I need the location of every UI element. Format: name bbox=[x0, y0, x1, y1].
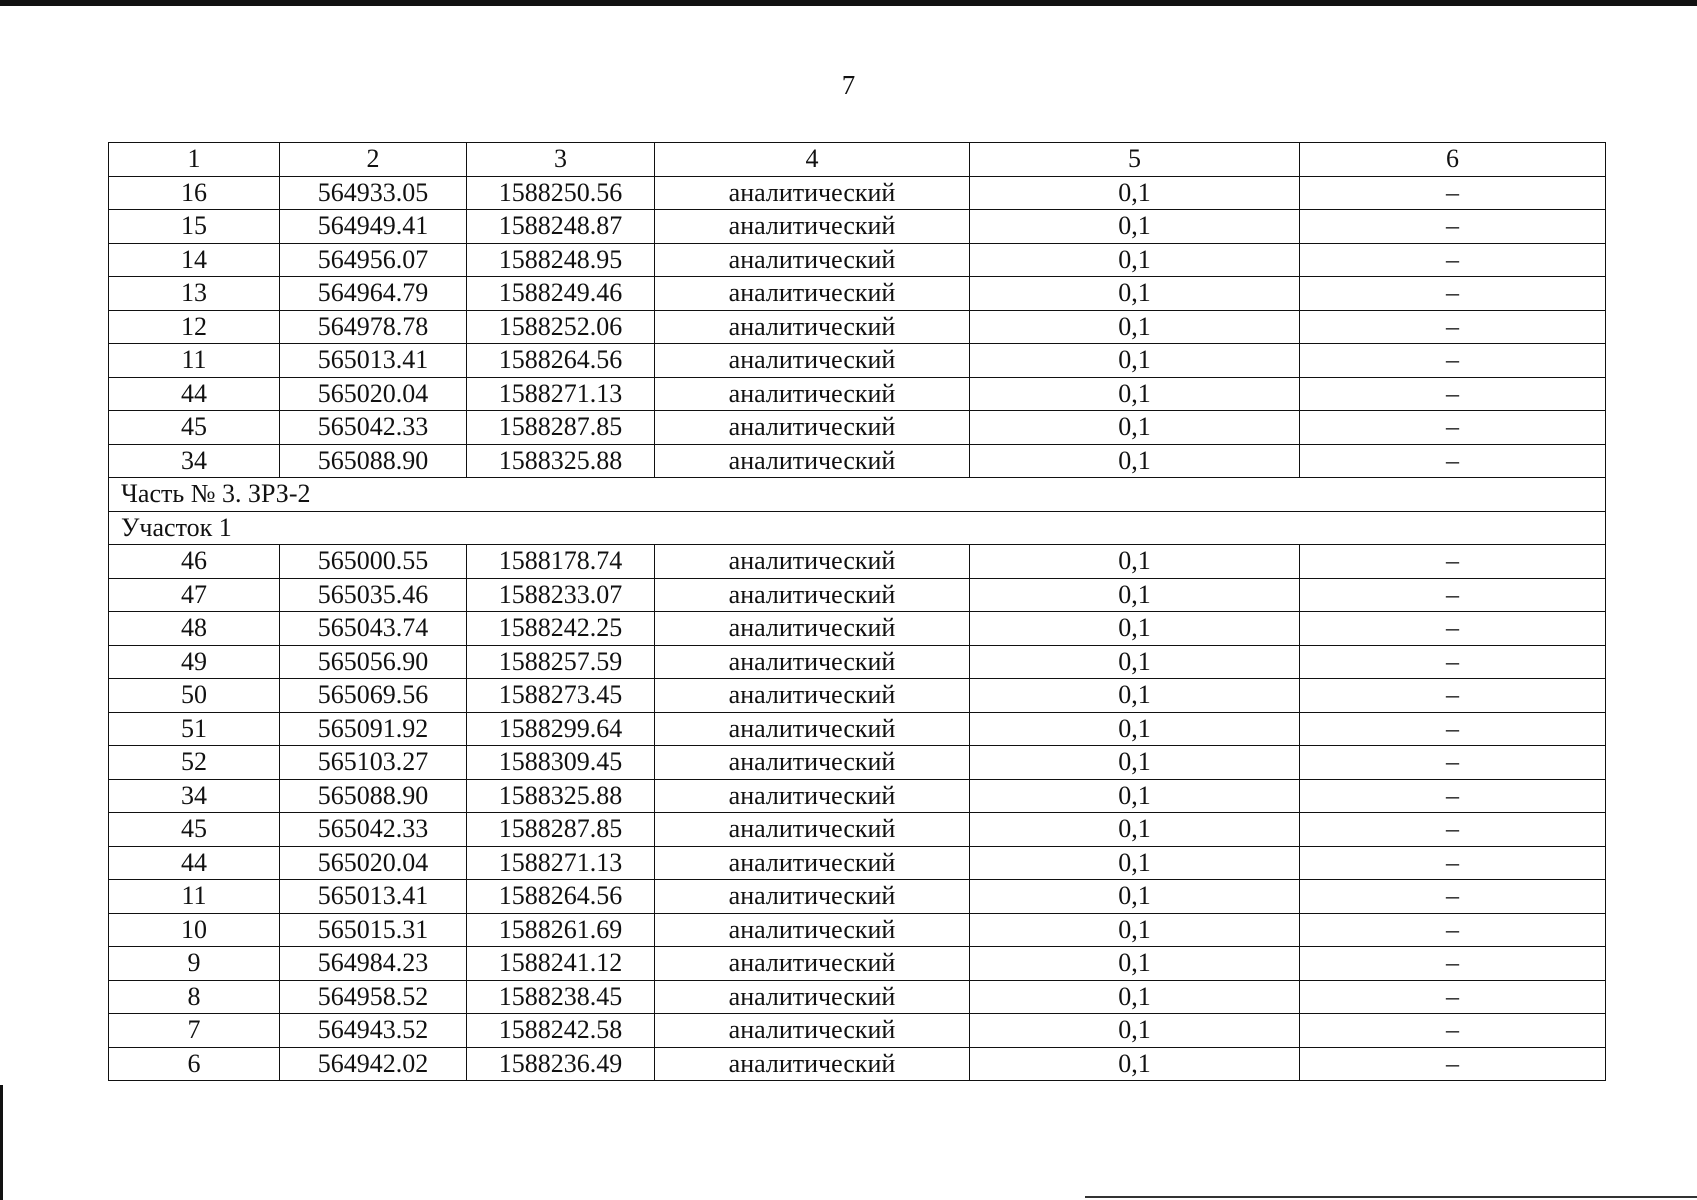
x-coordinate-cell: 565015.31 bbox=[280, 913, 467, 947]
x-coordinate-cell: 564958.52 bbox=[280, 980, 467, 1014]
note-cell: – bbox=[1300, 746, 1606, 780]
x-coordinate-cell: 564978.78 bbox=[280, 310, 467, 344]
note-cell: – bbox=[1300, 444, 1606, 478]
header-cell: 1 bbox=[109, 143, 280, 177]
point-number-cell: 47 bbox=[109, 578, 280, 612]
x-coordinate-cell: 565056.90 bbox=[280, 645, 467, 679]
y-coordinate-cell: 1588178.74 bbox=[467, 545, 655, 579]
method-cell: аналитический bbox=[655, 411, 970, 445]
point-number-cell: 7 bbox=[109, 1014, 280, 1048]
y-coordinate-cell: 1588273.45 bbox=[467, 679, 655, 713]
y-coordinate-cell: 1588325.88 bbox=[467, 779, 655, 813]
table-row bbox=[109, 679, 1606, 713]
method-cell: аналитический bbox=[655, 779, 970, 813]
point-number-cell: 46 bbox=[109, 545, 280, 579]
x-coordinate-cell: 564933.05 bbox=[280, 176, 467, 210]
y-coordinate-cell: 1588242.25 bbox=[467, 612, 655, 646]
method-cell: аналитический bbox=[655, 344, 970, 378]
x-coordinate-cell: 565000.55 bbox=[280, 545, 467, 579]
table-row bbox=[109, 310, 1606, 344]
note-cell: – bbox=[1300, 344, 1606, 378]
method-cell: аналитический bbox=[655, 880, 970, 914]
table-row bbox=[109, 1014, 1606, 1048]
left-edge-mark bbox=[0, 1085, 3, 1200]
accuracy-cell: 0,1 bbox=[970, 243, 1300, 277]
section-title-row bbox=[109, 478, 1606, 512]
accuracy-cell: 0,1 bbox=[970, 947, 1300, 981]
point-number-cell: 45 bbox=[109, 411, 280, 445]
point-number-cell: 12 bbox=[109, 310, 280, 344]
note-cell: – bbox=[1300, 1047, 1606, 1081]
table-row bbox=[109, 578, 1606, 612]
y-coordinate-cell: 1588287.85 bbox=[467, 411, 655, 445]
method-cell: аналитический bbox=[655, 277, 970, 311]
x-coordinate-cell: 564964.79 bbox=[280, 277, 467, 311]
x-coordinate-cell: 564956.07 bbox=[280, 243, 467, 277]
table-body bbox=[109, 143, 1606, 1081]
method-cell: аналитический bbox=[655, 377, 970, 411]
header-cell: 5 bbox=[970, 143, 1300, 177]
point-number-cell: 50 bbox=[109, 679, 280, 713]
method-cell: аналитический bbox=[655, 1014, 970, 1048]
note-cell: – bbox=[1300, 712, 1606, 746]
y-coordinate-cell: 1588252.06 bbox=[467, 310, 655, 344]
accuracy-cell: 0,1 bbox=[970, 411, 1300, 445]
x-coordinate-cell: 564942.02 bbox=[280, 1047, 467, 1081]
accuracy-cell: 0,1 bbox=[970, 377, 1300, 411]
subsection-title-row bbox=[109, 511, 1606, 545]
bottom-edge-mark bbox=[1085, 1196, 1697, 1198]
point-number-cell: 11 bbox=[109, 880, 280, 914]
note-cell: – bbox=[1300, 645, 1606, 679]
x-coordinate-cell: 565020.04 bbox=[280, 377, 467, 411]
point-number-cell: 10 bbox=[109, 913, 280, 947]
method-cell: аналитический bbox=[655, 545, 970, 579]
accuracy-cell: 0,1 bbox=[970, 880, 1300, 914]
point-number-cell: 8 bbox=[109, 980, 280, 1014]
page-number: 7 bbox=[841, 70, 856, 100]
point-number-cell: 34 bbox=[109, 779, 280, 813]
table-row bbox=[109, 277, 1606, 311]
y-coordinate-cell: 1588264.56 bbox=[467, 880, 655, 914]
y-coordinate-cell: 1588299.64 bbox=[467, 712, 655, 746]
method-cell: аналитический bbox=[655, 746, 970, 780]
accuracy-cell: 0,1 bbox=[970, 344, 1300, 378]
point-number-cell: 44 bbox=[109, 846, 280, 880]
method-cell: аналитический bbox=[655, 712, 970, 746]
point-number-cell: 14 bbox=[109, 243, 280, 277]
y-coordinate-cell: 1588241.12 bbox=[467, 947, 655, 981]
table-row bbox=[109, 880, 1606, 914]
accuracy-cell: 0,1 bbox=[970, 712, 1300, 746]
x-coordinate-cell: 564984.23 bbox=[280, 947, 467, 981]
note-cell: – bbox=[1300, 980, 1606, 1014]
accuracy-cell: 0,1 bbox=[970, 210, 1300, 244]
subsection-title: Участок 1 bbox=[109, 511, 1606, 545]
table-row bbox=[109, 210, 1606, 244]
y-coordinate-cell: 1588242.58 bbox=[467, 1014, 655, 1048]
point-number-cell: 6 bbox=[109, 1047, 280, 1081]
point-number-cell: 9 bbox=[109, 947, 280, 981]
note-cell: – bbox=[1300, 1014, 1606, 1048]
accuracy-cell: 0,1 bbox=[970, 1047, 1300, 1081]
table-row bbox=[109, 913, 1606, 947]
header-cell: 3 bbox=[467, 143, 655, 177]
header-cell: 4 bbox=[655, 143, 970, 177]
y-coordinate-cell: 1588271.13 bbox=[467, 377, 655, 411]
note-cell: – bbox=[1300, 545, 1606, 579]
note-cell: – bbox=[1300, 679, 1606, 713]
table-row bbox=[109, 712, 1606, 746]
x-coordinate-cell: 565069.56 bbox=[280, 679, 467, 713]
note-cell: – bbox=[1300, 243, 1606, 277]
accuracy-cell: 0,1 bbox=[970, 846, 1300, 880]
table-row bbox=[109, 779, 1606, 813]
x-coordinate-cell: 564943.52 bbox=[280, 1014, 467, 1048]
accuracy-cell: 0,1 bbox=[970, 1014, 1300, 1048]
table-row bbox=[109, 411, 1606, 445]
note-cell: – bbox=[1300, 578, 1606, 612]
x-coordinate-cell: 565013.41 bbox=[280, 880, 467, 914]
x-coordinate-cell: 565042.33 bbox=[280, 411, 467, 445]
method-cell: аналитический bbox=[655, 310, 970, 344]
accuracy-cell: 0,1 bbox=[970, 913, 1300, 947]
note-cell: – bbox=[1300, 813, 1606, 847]
header-cell: 6 bbox=[1300, 143, 1606, 177]
y-coordinate-cell: 1588248.95 bbox=[467, 243, 655, 277]
point-number-cell: 13 bbox=[109, 277, 280, 311]
method-cell: аналитический bbox=[655, 645, 970, 679]
y-coordinate-cell: 1588238.45 bbox=[467, 980, 655, 1014]
note-cell: – bbox=[1300, 612, 1606, 646]
accuracy-cell: 0,1 bbox=[970, 746, 1300, 780]
x-coordinate-cell: 565091.92 bbox=[280, 712, 467, 746]
y-coordinate-cell: 1588257.59 bbox=[467, 645, 655, 679]
y-coordinate-cell: 1588250.56 bbox=[467, 176, 655, 210]
method-cell: аналитический bbox=[655, 913, 970, 947]
table-row bbox=[109, 344, 1606, 378]
note-cell: – bbox=[1300, 377, 1606, 411]
point-number-cell: 11 bbox=[109, 344, 280, 378]
point-number-cell: 44 bbox=[109, 377, 280, 411]
point-number-cell: 34 bbox=[109, 444, 280, 478]
table-row bbox=[109, 1047, 1606, 1081]
y-coordinate-cell: 1588249.46 bbox=[467, 277, 655, 311]
x-coordinate-cell: 565103.27 bbox=[280, 746, 467, 780]
table-row bbox=[109, 846, 1606, 880]
y-coordinate-cell: 1588236.49 bbox=[467, 1047, 655, 1081]
method-cell: аналитический bbox=[655, 947, 970, 981]
note-cell: – bbox=[1300, 411, 1606, 445]
y-coordinate-cell: 1588261.69 bbox=[467, 913, 655, 947]
section-title: Часть № 3. ЗРЗ-2 bbox=[109, 478, 1606, 512]
accuracy-cell: 0,1 bbox=[970, 980, 1300, 1014]
note-cell: – bbox=[1300, 176, 1606, 210]
point-number-cell: 48 bbox=[109, 612, 280, 646]
method-cell: аналитический bbox=[655, 578, 970, 612]
header-cell: 2 bbox=[280, 143, 467, 177]
point-number-cell: 15 bbox=[109, 210, 280, 244]
accuracy-cell: 0,1 bbox=[970, 310, 1300, 344]
accuracy-cell: 0,1 bbox=[970, 645, 1300, 679]
y-coordinate-cell: 1588264.56 bbox=[467, 344, 655, 378]
accuracy-cell: 0,1 bbox=[970, 277, 1300, 311]
y-coordinate-cell: 1588248.87 bbox=[467, 210, 655, 244]
y-coordinate-cell: 1588233.07 bbox=[467, 578, 655, 612]
y-coordinate-cell: 1588287.85 bbox=[467, 813, 655, 847]
top-border bbox=[0, 0, 1697, 6]
note-cell: – bbox=[1300, 913, 1606, 947]
y-coordinate-cell: 1588325.88 bbox=[467, 444, 655, 478]
x-coordinate-cell: 565043.74 bbox=[280, 612, 467, 646]
method-cell: аналитический bbox=[655, 612, 970, 646]
method-cell: аналитический bbox=[655, 1047, 970, 1081]
accuracy-cell: 0,1 bbox=[970, 679, 1300, 713]
method-cell: аналитический bbox=[655, 679, 970, 713]
x-coordinate-cell: 565035.46 bbox=[280, 578, 467, 612]
method-cell: аналитический bbox=[655, 210, 970, 244]
accuracy-cell: 0,1 bbox=[970, 779, 1300, 813]
method-cell: аналитический bbox=[655, 176, 970, 210]
table-row bbox=[109, 444, 1606, 478]
table-row bbox=[109, 980, 1606, 1014]
note-cell: – bbox=[1300, 846, 1606, 880]
x-coordinate-cell: 565042.33 bbox=[280, 813, 467, 847]
y-coordinate-cell: 1588271.13 bbox=[467, 846, 655, 880]
x-coordinate-cell: 565020.04 bbox=[280, 846, 467, 880]
note-cell: – bbox=[1300, 779, 1606, 813]
x-coordinate-cell: 565088.90 bbox=[280, 444, 467, 478]
table-row bbox=[109, 545, 1606, 579]
x-coordinate-cell: 565013.41 bbox=[280, 344, 467, 378]
accuracy-cell: 0,1 bbox=[970, 176, 1300, 210]
accuracy-cell: 0,1 bbox=[970, 612, 1300, 646]
method-cell: аналитический bbox=[655, 813, 970, 847]
y-coordinate-cell: 1588309.45 bbox=[467, 746, 655, 780]
accuracy-cell: 0,1 bbox=[970, 813, 1300, 847]
table-row bbox=[109, 813, 1606, 847]
note-cell: – bbox=[1300, 310, 1606, 344]
coordinates-table bbox=[108, 142, 1606, 1081]
note-cell: – bbox=[1300, 880, 1606, 914]
accuracy-cell: 0,1 bbox=[970, 578, 1300, 612]
table-row bbox=[109, 243, 1606, 277]
table-row bbox=[109, 645, 1606, 679]
x-coordinate-cell: 565088.90 bbox=[280, 779, 467, 813]
note-cell: – bbox=[1300, 947, 1606, 981]
point-number-cell: 51 bbox=[109, 712, 280, 746]
point-number-cell: 16 bbox=[109, 176, 280, 210]
point-number-cell: 49 bbox=[109, 645, 280, 679]
note-cell: – bbox=[1300, 277, 1606, 311]
method-cell: аналитический bbox=[655, 243, 970, 277]
table-row bbox=[109, 746, 1606, 780]
accuracy-cell: 0,1 bbox=[970, 545, 1300, 579]
method-cell: аналитический bbox=[655, 980, 970, 1014]
table-row bbox=[109, 377, 1606, 411]
point-number-cell: 45 bbox=[109, 813, 280, 847]
header-row bbox=[109, 143, 1606, 177]
point-number-cell: 52 bbox=[109, 746, 280, 780]
x-coordinate-cell: 564949.41 bbox=[280, 210, 467, 244]
table-row bbox=[109, 176, 1606, 210]
accuracy-cell: 0,1 bbox=[970, 444, 1300, 478]
table-row bbox=[109, 947, 1606, 981]
table-row bbox=[109, 612, 1606, 646]
method-cell: аналитический bbox=[655, 444, 970, 478]
method-cell: аналитический bbox=[655, 846, 970, 880]
note-cell: – bbox=[1300, 210, 1606, 244]
